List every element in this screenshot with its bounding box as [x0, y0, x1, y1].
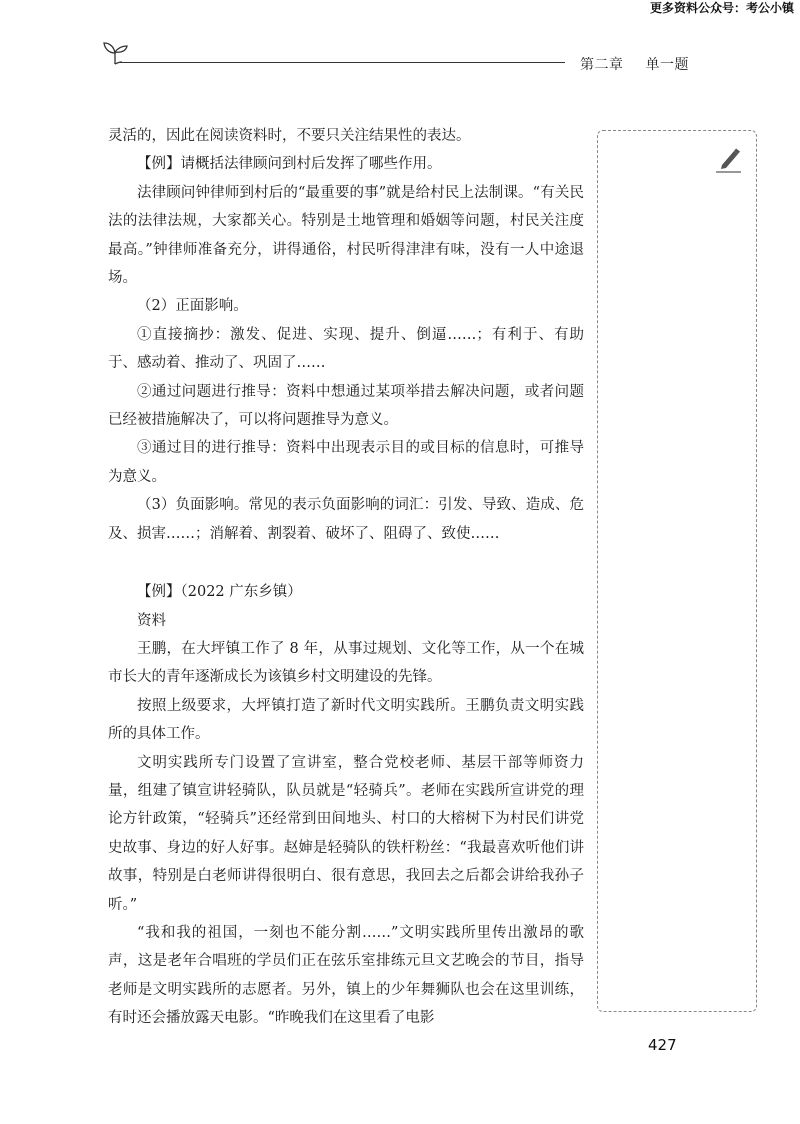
paragraph: ①直接摘抄：激发、促进、实现、提升、倒逼……；有利于、有助于、感动着、推动了、巩固了…… — [108, 326, 584, 372]
subheading-positive: （2）正面影响。 — [137, 298, 248, 315]
paragraph: 按照上级要求，大坪镇打造了新时代文明实践所。王鹏负责文明实践所的具体工作。 — [108, 697, 584, 743]
pencil-icon — [714, 145, 742, 173]
header-rule — [120, 62, 565, 63]
paragraph: 文明实践所专门设置了宣讲室，整合党校老师、基层干部等师资力量，组建了镇宣讲轻骑队，队员就是“轻骑兵”。老师在实践所宣讲党的理论方针政策，“轻骑兵”还经常到田间地头、村口的大榕树下为村民们讲党史故事、身边的好人好事。赵婶是轻骑队的铁杆粉丝：“我最喜欢听他们讲故事，特别是白老师讲得很明白、很有意思，我回去之后都会讲给我孙子听。” — [108, 754, 584, 913]
watermark-text: 更多资料公众号：考公小镇 — [649, 1, 794, 15]
material-label: 资料 — [137, 612, 166, 629]
subheading-negative: （3）负面影响。常见的表示负面影响的词汇：引发、导致、造成、危及、损害……；消解着、割裂着、破坏了、阻碍了、致使…… — [108, 497, 584, 542]
paragraph: 王鹏，在大坪镇工作了 8 年，从事过规划、文化等工作，从一个在城市长大的青年逐渐成长为该镇乡村文明建设的先锋。 — [108, 640, 584, 686]
page-content — [108, 122, 584, 1033]
page-number: 427 — [648, 1036, 677, 1054]
section-title: 单一题 — [645, 57, 689, 73]
paragraph: 灵活的，因此在阅读资料时，不要只关注结果性的表达。 — [108, 128, 471, 144]
example-heading: 【例】（2022 广东乡镇） — [137, 584, 302, 601]
paragraph: ②通过问题进行推导：资料中想通过某项举措去解决问题，或者问题已经被措施解决了，可以将问题推导为意义。 — [108, 383, 584, 429]
example-question: 【例】请概括法律顾问到村后发挥了哪些作用。 — [137, 156, 442, 173]
paragraph: ③通过目的进行推导：资料中出现表示目的或目标的信息时，可推导为意义。 — [108, 440, 584, 485]
paragraph: 法律顾问钟律师到村后的“最重要的事”就是给村民上法制课。“有关民法的法律法规，大家都关心。特别是土地管理和婚姻等问题，村民关注度最高。”钟律师准备充分，讲得通俗，村民听得津津有味，没有一人中途退场。 — [108, 184, 584, 287]
chapter-title: 第二章 — [580, 57, 624, 73]
chapter-heading — [580, 54, 689, 74]
notes-box — [597, 130, 757, 1012]
spacer — [108, 548, 584, 578]
paragraph: “我和我的祖国，一刻也不能分割……”文明实践所里传出激昂的歌声，这是老年合唱班的学员们正在弦乐室排练元旦文艺晚会的节目，指导老师是文明实践所的志愿者。另外，镇上的少年舞狮队也会在这里训练，有时还会播放露天电影。“昨晚我们在这里看了电影 — [108, 924, 584, 1027]
